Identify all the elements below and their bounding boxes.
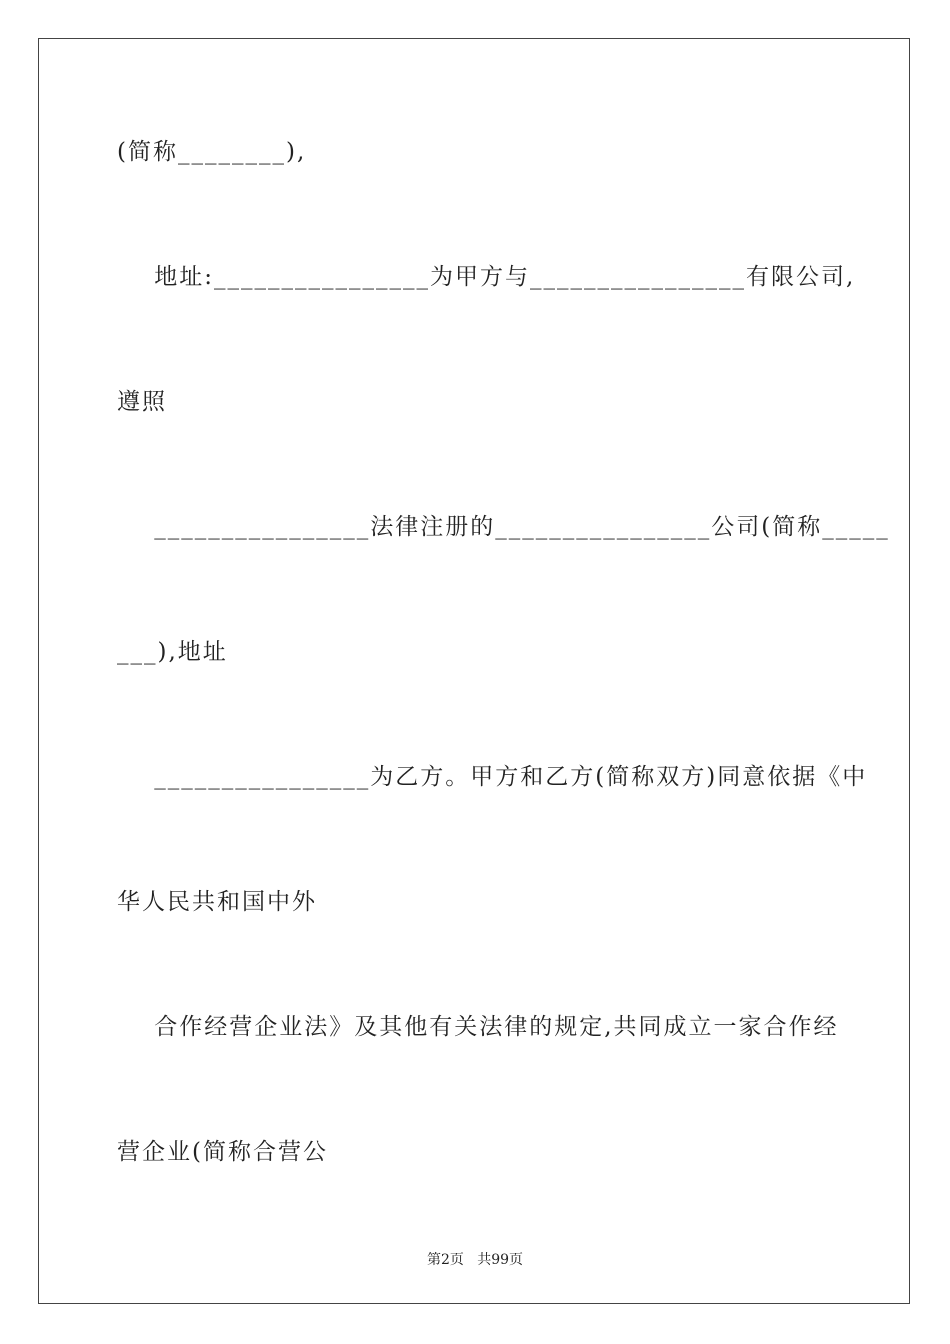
text-line-3: 遵照: [117, 389, 167, 415]
text-line-7: 华人民共和国中外: [117, 889, 317, 915]
document-page: [38, 38, 910, 1304]
text-line-5: ___),地址: [117, 639, 228, 665]
text-line-8: 合作经营企业法》及其他有关法律的规定,共同成立一家合作经: [117, 1014, 839, 1040]
text-line-9: 营企业(简称合营公: [117, 1139, 328, 1165]
text-line-1: (简称________),: [117, 139, 307, 165]
page-number-footer: 第2页 共99页: [426, 1252, 524, 1268]
text-line-4: ________________法律注册的________________公司(简称_____: [117, 514, 890, 540]
text-line-6: ________________为乙方。甲方和乙方(简称双方)同意依据《中: [117, 764, 868, 790]
text-line-2: 地址:________________为甲方与________________有限公司,: [117, 264, 856, 290]
